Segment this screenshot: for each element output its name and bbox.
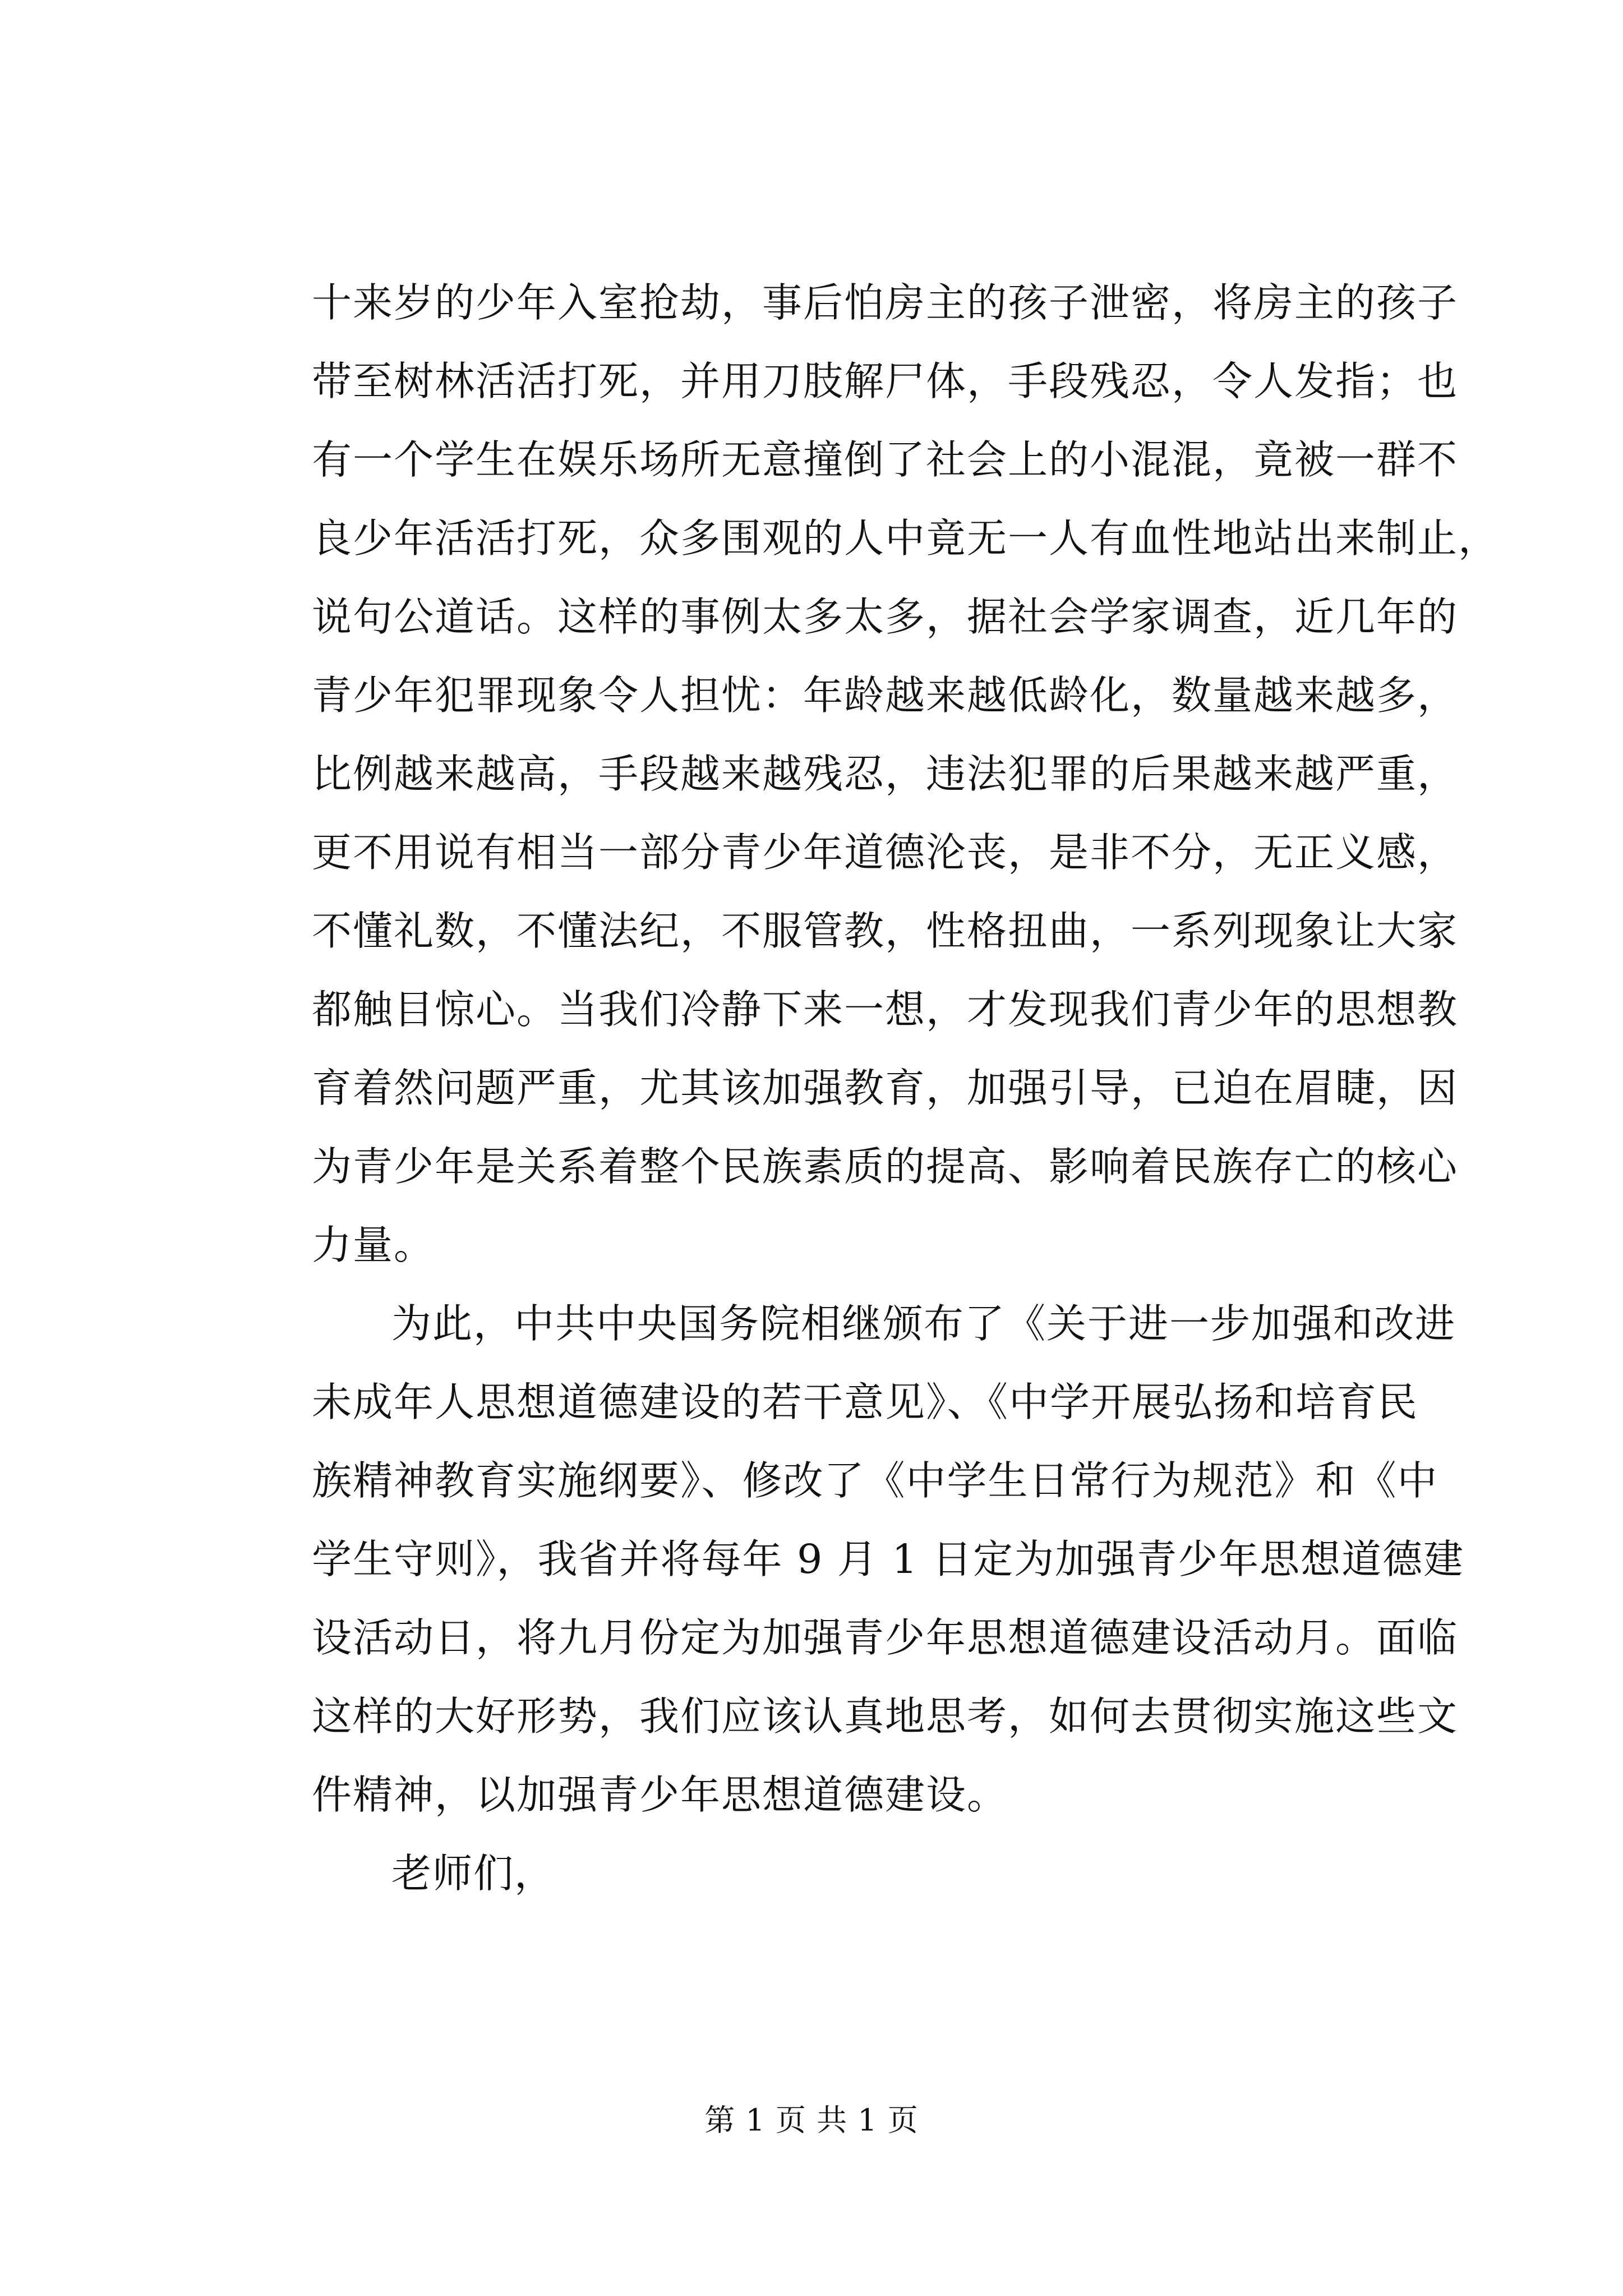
document-body bbox=[312, 264, 1500, 1913]
text-line: 比例越来越高，手段越来越残忍，违法犯罪的后果越来越严重， bbox=[312, 751, 1459, 797]
text-line: 未成年人思想道德建设的若干意见》、《中学开展弘扬和培育民 bbox=[312, 1379, 1419, 1425]
paragraph-start-line: 老师们， bbox=[391, 1850, 556, 1897]
text-line: 不懂礼数，不懂法纪，不服管教，性格扭曲，一系列现象让大家 bbox=[312, 908, 1459, 954]
text-line: 学生守则》，我省并将每年 9 月 1 日定为加强青少年思想道德建 bbox=[312, 1536, 1465, 1582]
text-line: 族精神教育实施纲要》、修改了《中学生日常行为规范》和《中 bbox=[312, 1457, 1438, 1504]
text-line: 有一个学生在娱乐场所无意撞倒了社会上的小混混，竟被一群不 bbox=[312, 436, 1459, 483]
text-line: 带至树林活活打死，并用刀肢解尸体，手段残忍，令人发指；也 bbox=[312, 358, 1459, 404]
text-line: 为青少年是关系着整个民族素质的提高、影响着民族存亡的核心 bbox=[312, 1143, 1459, 1190]
text-line: 力量。 bbox=[312, 1222, 435, 1268]
page-footer: 第 1 页 共 1 页 bbox=[704, 2102, 919, 2138]
text-line: 这样的大好形势，我们应该认真地思考，如何去贯彻实施这些文 bbox=[312, 1693, 1459, 1740]
text-line: 育着然问题严重，尤其该加强教育，加强引导，已迫在眉睫，因 bbox=[312, 1065, 1459, 1111]
text-line: 十来岁的少年入室抢劫，事后怕房主的孩子泄密，将房主的孩子 bbox=[312, 279, 1459, 326]
text-line: 都触目惊心。当我们冷静下来一想，才发现我们青少年的思想教 bbox=[312, 986, 1459, 1033]
text-line: 良少年活活打死，众多围观的人中竟无一人有血性地站出来制止， bbox=[312, 515, 1500, 562]
text-line: 更不用说有相当一部分青少年道德沦丧，是非不分，无正义感， bbox=[312, 829, 1459, 876]
text-line: 件精神，以加强青少年思想道德建设。 bbox=[312, 1772, 1008, 1818]
text-line: 说句公道话。这样的事例太多太多，据社会学家调查，近几年的 bbox=[312, 593, 1459, 640]
paragraph-start-line: 为此，中共中央国务院相继颁布了《关于进一步加强和改进 bbox=[391, 1300, 1456, 1347]
text-line: 青少年犯罪现象令人担忧：年龄越来越低龄化，数量越来越多， bbox=[312, 672, 1459, 719]
text-line: 设活动日，将九月份定为加强青少年思想道德建设活动月。面临 bbox=[312, 1614, 1459, 1661]
